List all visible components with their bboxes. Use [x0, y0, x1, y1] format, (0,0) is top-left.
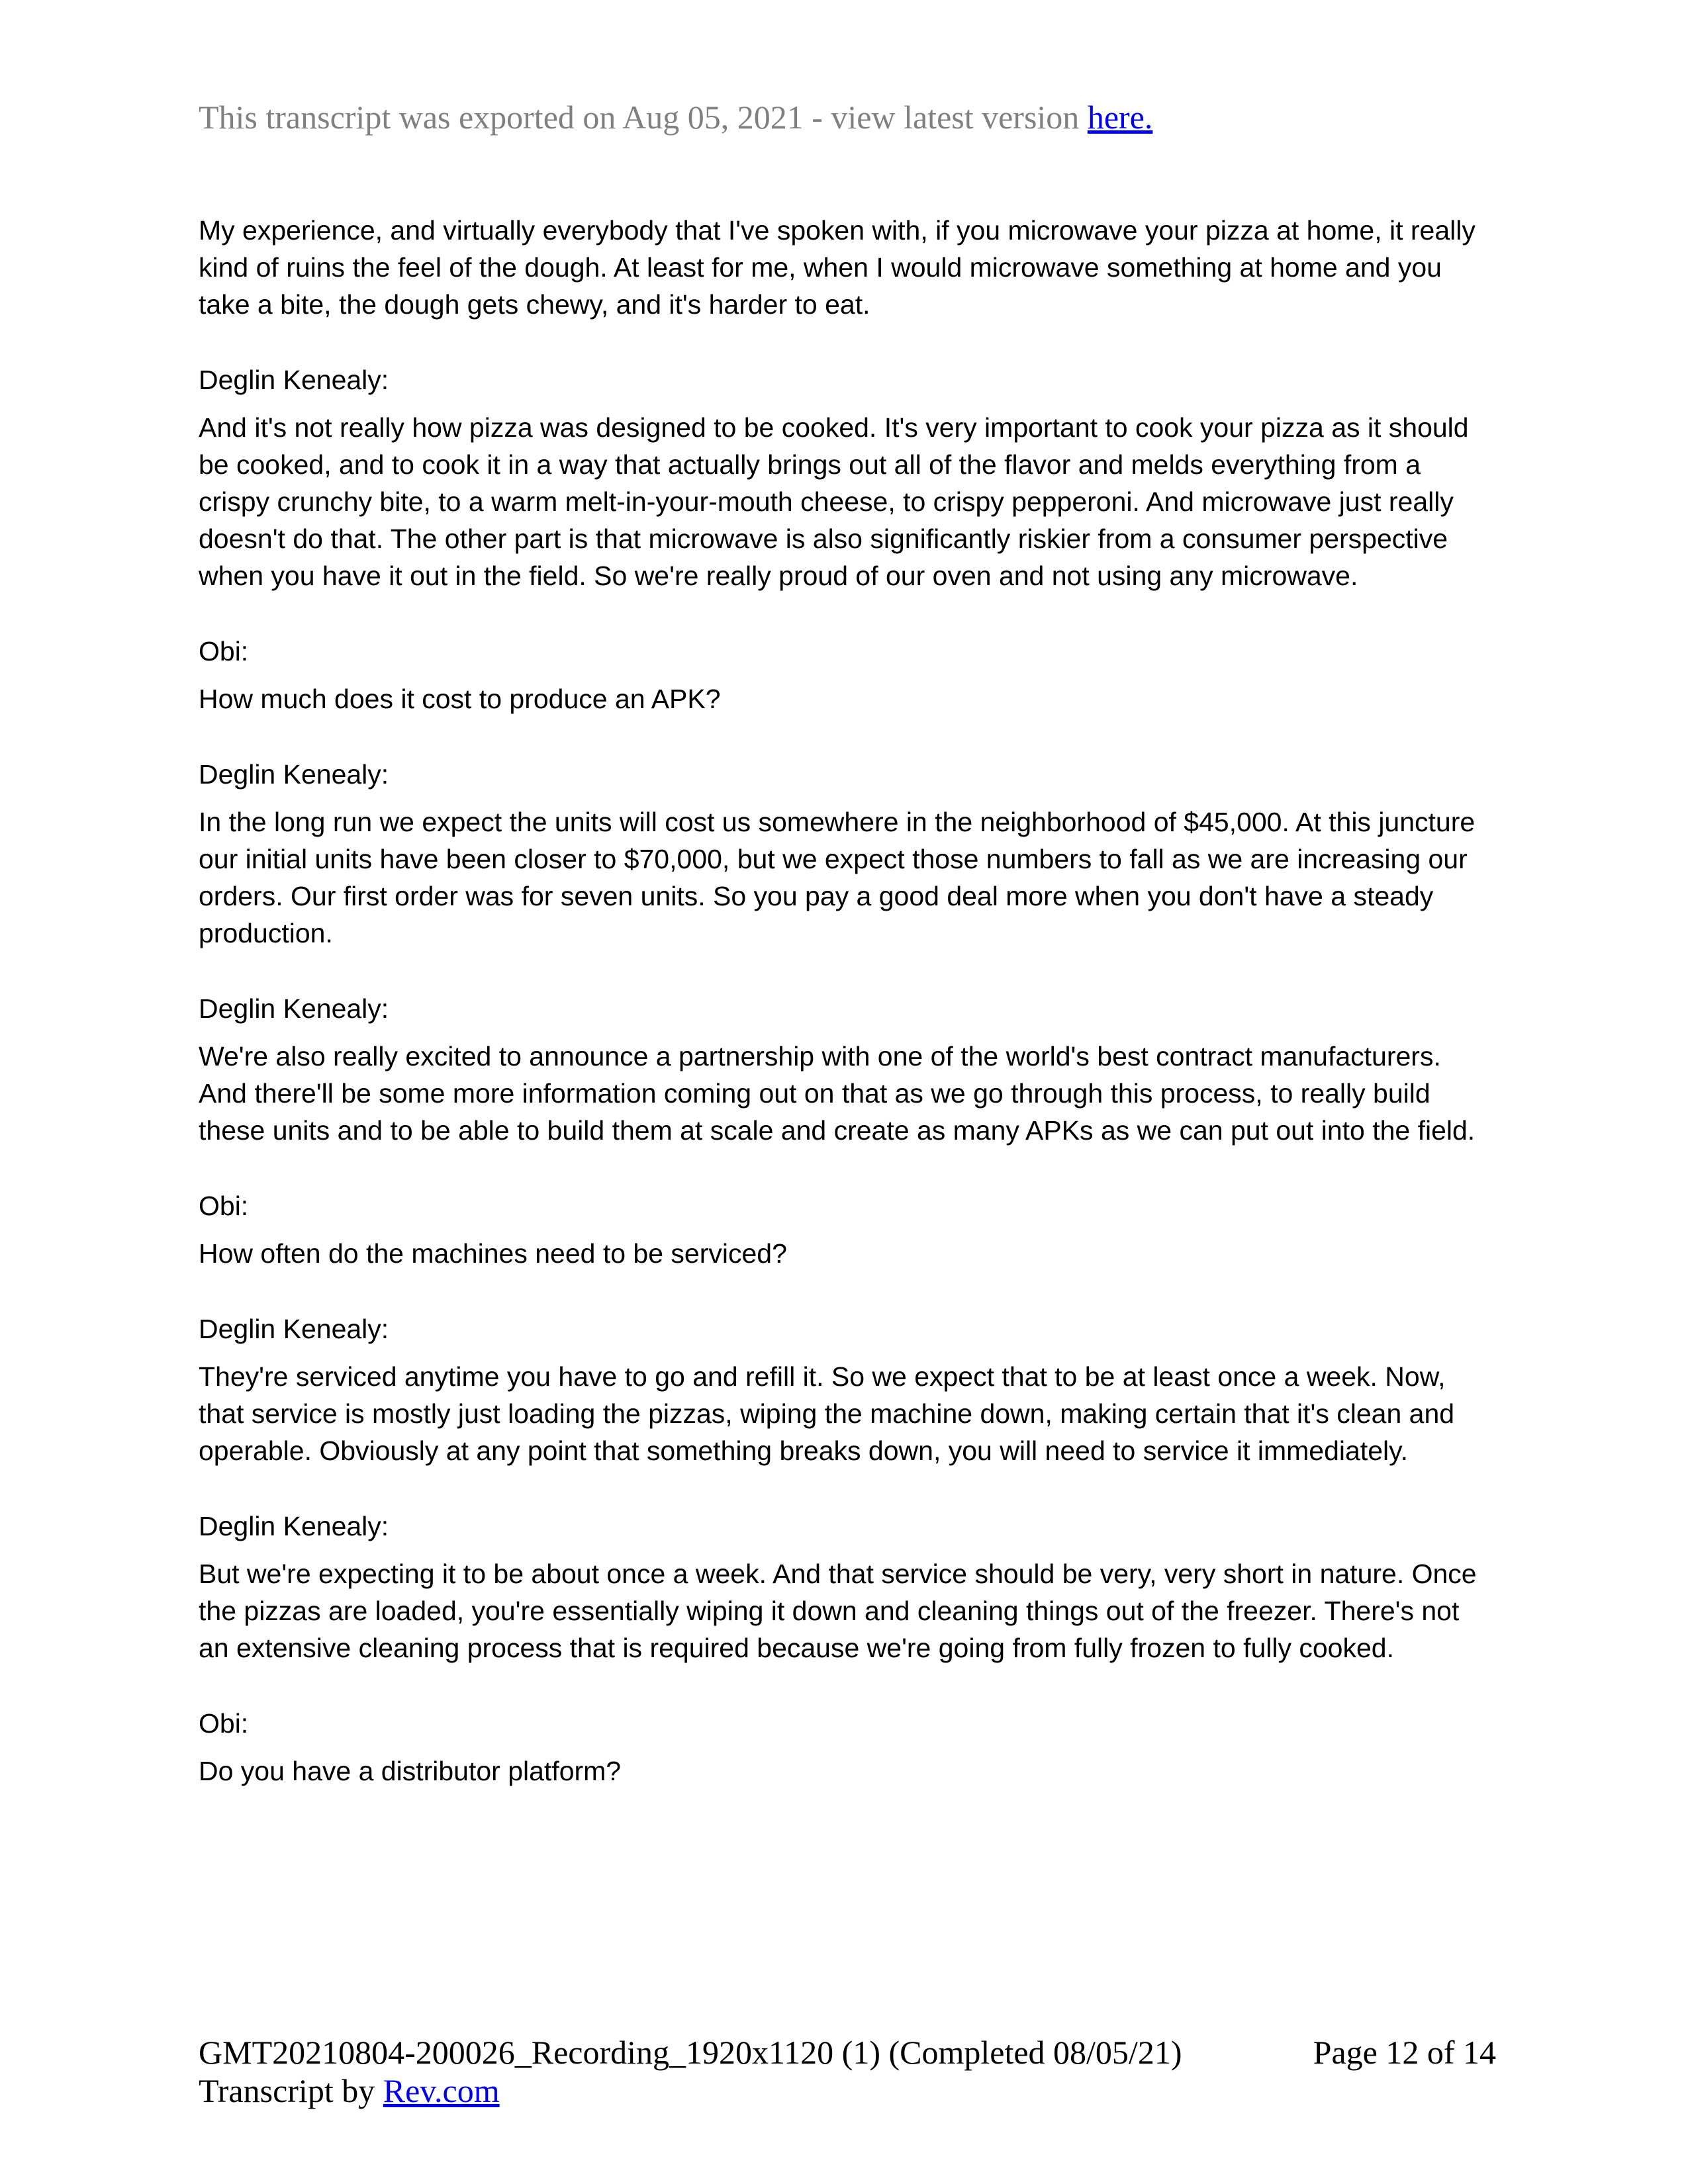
speaker-text: We're also really excited to announce a partnership with one of the world's best contract manufacturers. And there'll be some more information coming out on that as we go through this process, to really build these units and to be able to build them at scale and create as many APKs as we can put out into the field. — [199, 1041, 1476, 1146]
export-notice-text: This transcript was exported on Aug 05, 2021 - view latest version — [199, 99, 1088, 136]
transcript-paragraph-intro: My experience, and virtually everybody that I've spoken with, if you microwave your pizza at home, it really kind of ruins the feel of the dough. At least for me, when I would microwave something at home and you take a bite, the dough gets chewy, and it's harder to eat. — [199, 215, 1476, 320]
speaker-text: And it's not really how pizza was designed to be cooked. It's very important to cook your pizza as it should be cooked, and to cook it in a way that actually brings out all of the flavor and melds everything from a crispy crunchy bite, to a warm melt-in-your-mouth cheese, to crispy pepperoni. And microwave just really doesn't do that. The other part is that microwave is also significantly riskier from a consumer perspective when you have it out in the field. So we're really proud of our oven and not using any microwave. — [199, 412, 1469, 591]
transcript-entry — [199, 1508, 1483, 1666]
speaker-text: But we're expecting it to be about once a week. And that service should be very, very short in nature. Once the pizzas are loaded, you're essentially wiping it down and cleaning things out of the freezer. There's not an extensive cleaning process that is required because we're going from fully frozen to fully cooked. — [199, 1559, 1477, 1663]
speaker-name: Obi: — [199, 1708, 249, 1739]
transcript-entry — [199, 633, 1483, 717]
speaker-name: Deglin Kenealy: — [199, 993, 389, 1024]
latest-version-link[interactable]: here. — [1087, 99, 1153, 136]
rev-link[interactable]: Rev.com — [383, 2072, 500, 2109]
speaker-text: In the long run we expect the units will cost us somewhere in the neighborhood of $45,000. At this juncture our initial units have been closer to $70,000, but we expect those numbers to fall as we are increasing our orders. Our first order was for seven units. So you pay a good deal more when you don't have a steady production. — [199, 807, 1476, 948]
transcript-entry — [199, 1310, 1483, 1469]
transcript-entry — [199, 1705, 1483, 1790]
transcript-entry — [199, 990, 1483, 1149]
footer-row — [199, 2033, 1496, 2071]
transcript-entry — [199, 361, 1483, 594]
speaker-text: Do you have a distributor platform? — [199, 1756, 622, 1786]
speaker-name: Deglin Kenealy: — [199, 759, 389, 790]
speaker-name: Deglin Kenealy: — [199, 365, 389, 395]
page-footer — [199, 2033, 1496, 2110]
transcript-entry — [199, 756, 1483, 952]
transcript-credit-text: Transcript by — [199, 2072, 383, 2109]
speaker-name: Deglin Kenealy: — [199, 1511, 389, 1541]
transcript-body — [199, 212, 1483, 1828]
speaker-text: How often do the machines need to be serviced? — [199, 1238, 787, 1269]
page-number: Page 12 of 14 — [1313, 2034, 1496, 2071]
transcript-credit — [199, 2071, 1496, 2110]
transcript-entry — [199, 1187, 1483, 1272]
export-notice — [199, 98, 1152, 136]
speaker-name: Obi: — [199, 636, 249, 666]
speaker-text: How much does it cost to produce an APK? — [199, 684, 721, 714]
speaker-name: Obi: — [199, 1191, 249, 1221]
speaker-text: They're serviced anytime you have to go and refill it. So we expect that to be at least once a week. Now, that service is mostly just loading the pizzas, wiping the machine down, making certain that it's clean and operable. Obviously at any point that something breaks down, you will need to service it immediately. — [199, 1361, 1455, 1466]
recording-title: GMT20210804-200026_Recording_1920x1120 (1) (Completed 08/05/21) — [199, 2034, 1182, 2071]
speaker-name: Deglin Kenealy: — [199, 1314, 389, 1344]
